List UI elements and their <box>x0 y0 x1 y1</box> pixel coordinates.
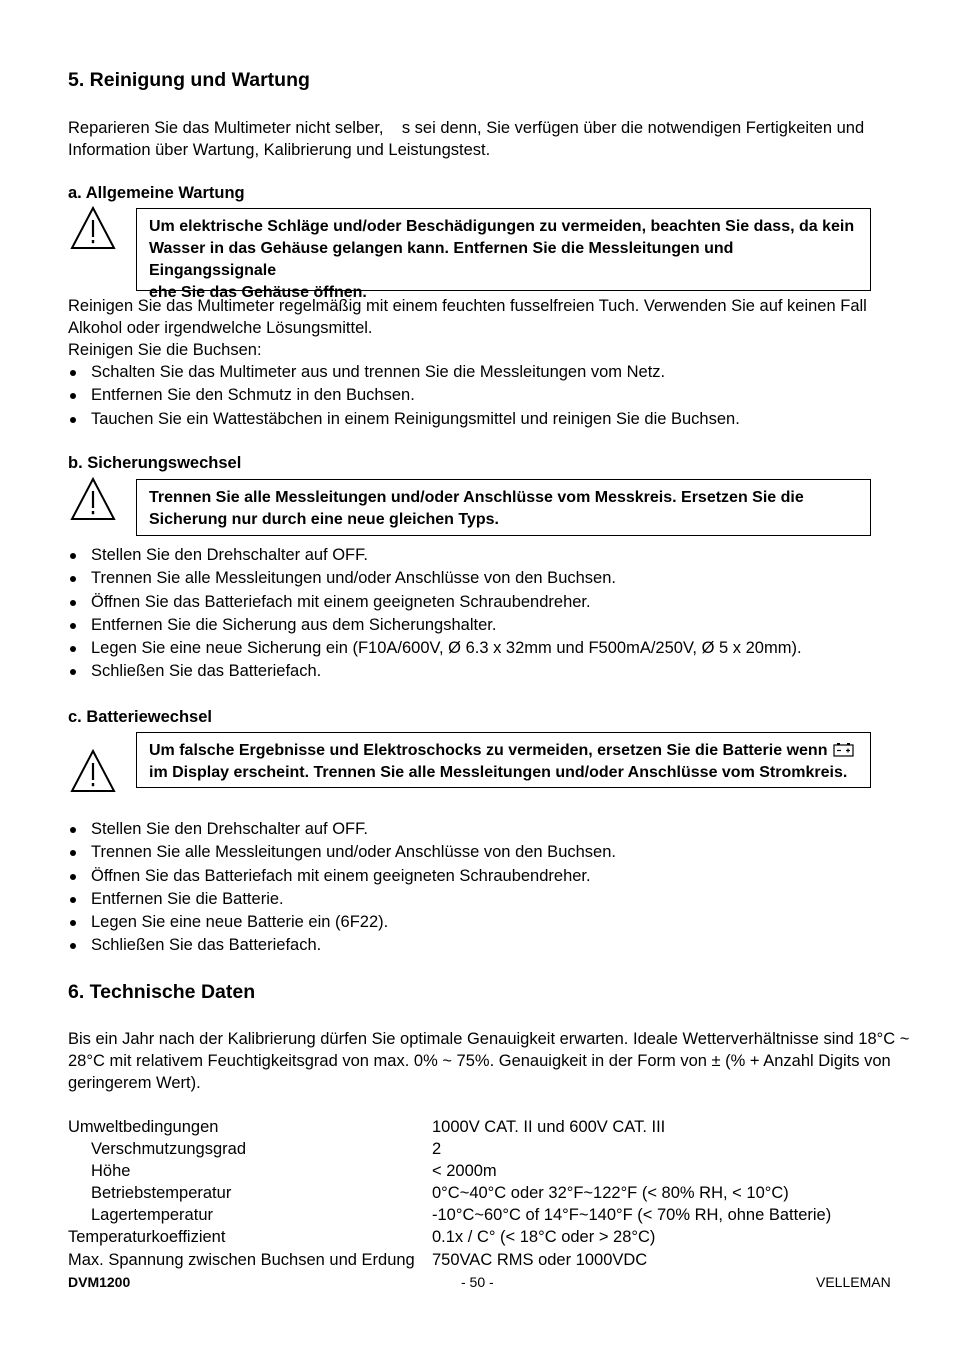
spec-key: Verschmutzungsgrad <box>91 1140 247 1158</box>
bullet-icon <box>70 827 76 833</box>
intro-line: Reparieren Sie das Multimeter nicht selber, s sei denn, Sie verfügen über die notwendigen Fertigkeiten und <box>68 119 865 137</box>
subsection-a-text <box>68 295 867 361</box>
bullet-icon <box>70 874 76 880</box>
warning-box-a <box>136 208 871 301</box>
footer-brand: VELLEMAN <box>816 1274 891 1290</box>
text-line: Alkohol oder irgendwelche Lösungsmittel. <box>68 319 373 337</box>
subsection-a-heading: a. Allgemeine Wartung <box>68 184 245 202</box>
spec-key: Temperaturkoeffizient <box>68 1228 226 1246</box>
section-6-heading: 6. Technische Daten <box>68 981 256 1003</box>
bullet-icon <box>70 553 76 559</box>
spec-value: < 2000m <box>432 1162 497 1180</box>
intro-line: geringerem Wert). <box>68 1074 201 1092</box>
bullet-icon <box>70 920 76 926</box>
bullet-icon <box>70 370 76 376</box>
spec-key: Höhe <box>91 1162 131 1180</box>
section-5-intro <box>68 117 864 161</box>
warning-box-b <box>136 479 871 536</box>
warning-triangle-icon <box>70 206 116 250</box>
subsection-c-heading: c. Batteriewechsel <box>68 708 212 726</box>
subsection-b-heading: b. Sicherungswechsel <box>68 454 242 472</box>
warning-line: ehe Sie das Gehäuse öffnen. <box>149 284 367 301</box>
bullet-icon <box>70 623 76 629</box>
bullet-icon <box>70 393 76 399</box>
warning-line: Um elektrische Schläge und/oder Beschädigungen zu vermeiden, beachten Sie dass, da kein <box>149 218 855 235</box>
spec-value: 1000V CAT. II und 600V CAT. III <box>432 1118 666 1136</box>
warning-line: im Display erscheint. Trennen Sie alle Messleitungen und/oder Anschlüsse vom Stromkreis. <box>149 764 848 781</box>
spec-value: 0.1x / C° (< 18°C oder > 28°C) <box>432 1228 656 1246</box>
bullet-icon <box>70 943 76 949</box>
text-line: Reinigen Sie die Buchsen: <box>68 341 262 359</box>
footer-page-number: - 50 - <box>461 1274 494 1290</box>
warning-box-c <box>136 732 871 788</box>
intro-line: Information über Wartung, Kalibrierung und Leistungstest. <box>68 141 491 159</box>
intro-line: Bis ein Jahr nach der Kalibrierung dürfen Sie optimale Genauigkeit erwarten. Ideale Wetterverhältnisse sind 18°C ~ <box>68 1030 910 1048</box>
battery-icon <box>833 743 855 757</box>
warning-triangle-icon <box>70 477 116 521</box>
spec-value: 0°C~40°C oder 32°F~122°F (< 80% RH, < 10°C) <box>432 1184 789 1202</box>
spec-value: -10°C~60°C of 14°F~140°F (< 70% RH, ohne Batterie) <box>432 1206 832 1224</box>
section-6-intro <box>68 1028 909 1094</box>
text-line: Reinigen Sie das Multimeter regelmäßig mit einem feuchten fusselfreien Tuch. Verwenden Sie auf keinen Fall <box>68 297 867 315</box>
warning-line: Sicherung nur durch eine neue gleichen Typs. <box>149 511 499 528</box>
warning-triangle-icon <box>70 749 116 793</box>
spec-key: Umweltbedingungen <box>68 1118 219 1136</box>
bullet-icon <box>70 417 76 423</box>
spec-key: Lagertemperatur <box>91 1206 213 1224</box>
bullet-icon <box>70 600 76 606</box>
spec-value: 2 <box>432 1140 442 1158</box>
bullet-icon <box>70 897 76 903</box>
warning-line: Trennen Sie alle Messleitungen und/oder Anschlüsse vom Messkreis. Ersetzen Sie die <box>149 489 804 506</box>
bullet-icon <box>70 669 76 675</box>
spec-key: Betriebstemperatur <box>91 1184 232 1202</box>
spec-value: 750VAC RMS oder 1000VDC <box>432 1251 648 1269</box>
section-5-heading: 5. Reinigung und Wartung <box>68 69 310 91</box>
spec-key: Max. Spannung zwischen Buchsen und Erdung <box>68 1251 415 1269</box>
bullet-icon <box>70 850 76 856</box>
footer-model: DVM1200 <box>68 1274 131 1290</box>
bullet-icon <box>70 646 76 652</box>
bullet-icon <box>70 576 76 582</box>
warning-line: Wasser in das Gehäuse gelangen kann. Entfernen Sie die Messleitungen und Eingangssignale <box>149 240 734 279</box>
warning-line: Um falsche Ergebnisse und Elektroschocks zu vermeiden, ersetzen Sie die Batterie wenn <box>149 740 858 762</box>
intro-line: 28°C mit relativem Feuchtigkeitsgrad von max. 0% ~ 75%. Genauigkeit in der Form von ± (% + Anzahl Digits von <box>68 1052 891 1070</box>
